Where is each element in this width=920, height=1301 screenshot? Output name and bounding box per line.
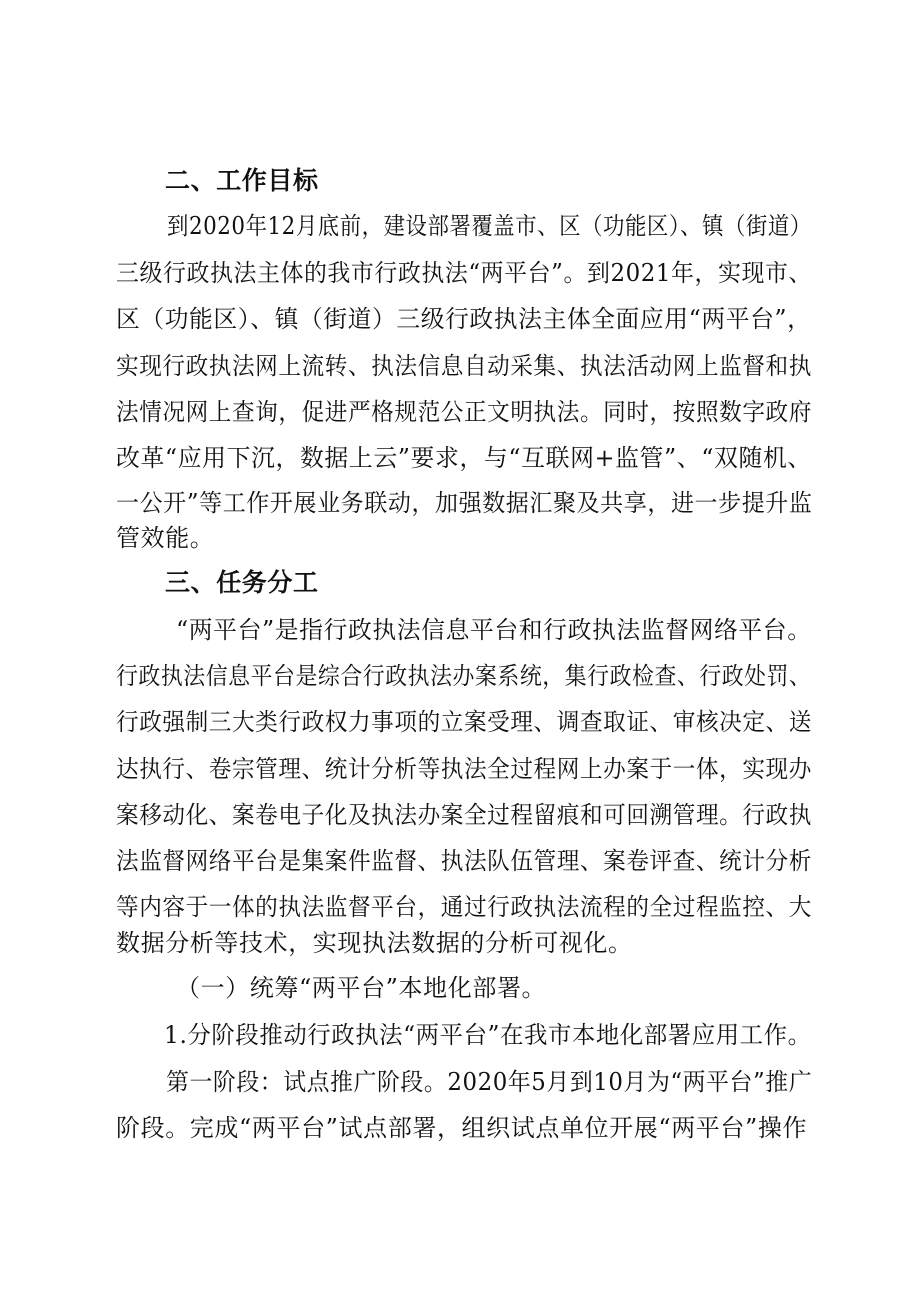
task-paragraph-line: 达执行、卷宗管理、统计分析等执法全过程网上办案于一体，实现办 (116, 755, 812, 783)
sub-heading-localized-deployment: （一）统筹“两平台”本地化部署。 (176, 974, 547, 1002)
numbered-item: 1.分阶段推动行政执法“两平台”在我市本地化部署应用工作。 (164, 1021, 812, 1049)
goal-paragraph-line: 三级行政执法主体的我市行政执法“两平台”。到2021年，实现市、 (116, 259, 813, 287)
task-paragraph-line: 行政执法信息平台是综合行政执法办案系统，集行政检查、行政处罚、 (116, 662, 812, 690)
phase-paragraph-line: 第一阶段：试点推广阶段。2020年5月到10月为“两平台”推广 (166, 1068, 813, 1096)
goal-paragraph-line: 管效能。 (116, 524, 215, 552)
goal-paragraph-line: 改革“应用下沉，数据上云”要求，与“互联网+监管”、“双随机、 (116, 444, 812, 472)
task-paragraph-line: 案移动化、案卷电子化及执法办案全过程留痕和可回溯管理。行政执 (116, 801, 812, 829)
section-heading-work-goals: 二、工作目标 (165, 166, 319, 195)
goal-paragraph-line: 到2020年12月底前，建设部署覆盖市、区（功能区）、镇（街道） (167, 212, 812, 240)
goal-paragraph-line: 区（功能区）、镇（街道）三级行政执法主体全面应用“两平台”， (116, 305, 812, 333)
task-paragraph-line: 法监督网络平台是集案件监督、执法队伍管理、案卷评查、统计分析 (116, 847, 812, 875)
task-paragraph-line: 行政强制三大类行政权力事项的立案受理、调查取证、审核决定、送 (116, 708, 812, 736)
section-heading-task-division: 三、任务分工 (165, 568, 319, 597)
task-paragraph-line: 等内容于一体的执法监督平台，通过行政执法流程的全过程监控、大 (116, 893, 812, 921)
phase-paragraph-line: 阶段。完成“两平台”试点部署，组织试点单位开展“两平台”操作 (116, 1114, 808, 1142)
task-paragraph-line: 数据分析等技术，实现执法数据的分析可视化。 (116, 929, 633, 957)
goal-paragraph-line: 一公开”等工作开展业务联动，加强数据汇聚及共享，进一步提升监 (116, 489, 813, 517)
task-paragraph-line: “两平台”是指行政执法信息平台和行政执法监督网络平台。 (176, 616, 812, 644)
goal-paragraph-line: 实现行政执法网上流转、执法信息自动采集、执法活动网上监督和执 (116, 352, 812, 380)
goal-paragraph-line: 法情况网上查询，促进严格规范公正文明执法。同时，按照数字政府 (116, 398, 812, 426)
